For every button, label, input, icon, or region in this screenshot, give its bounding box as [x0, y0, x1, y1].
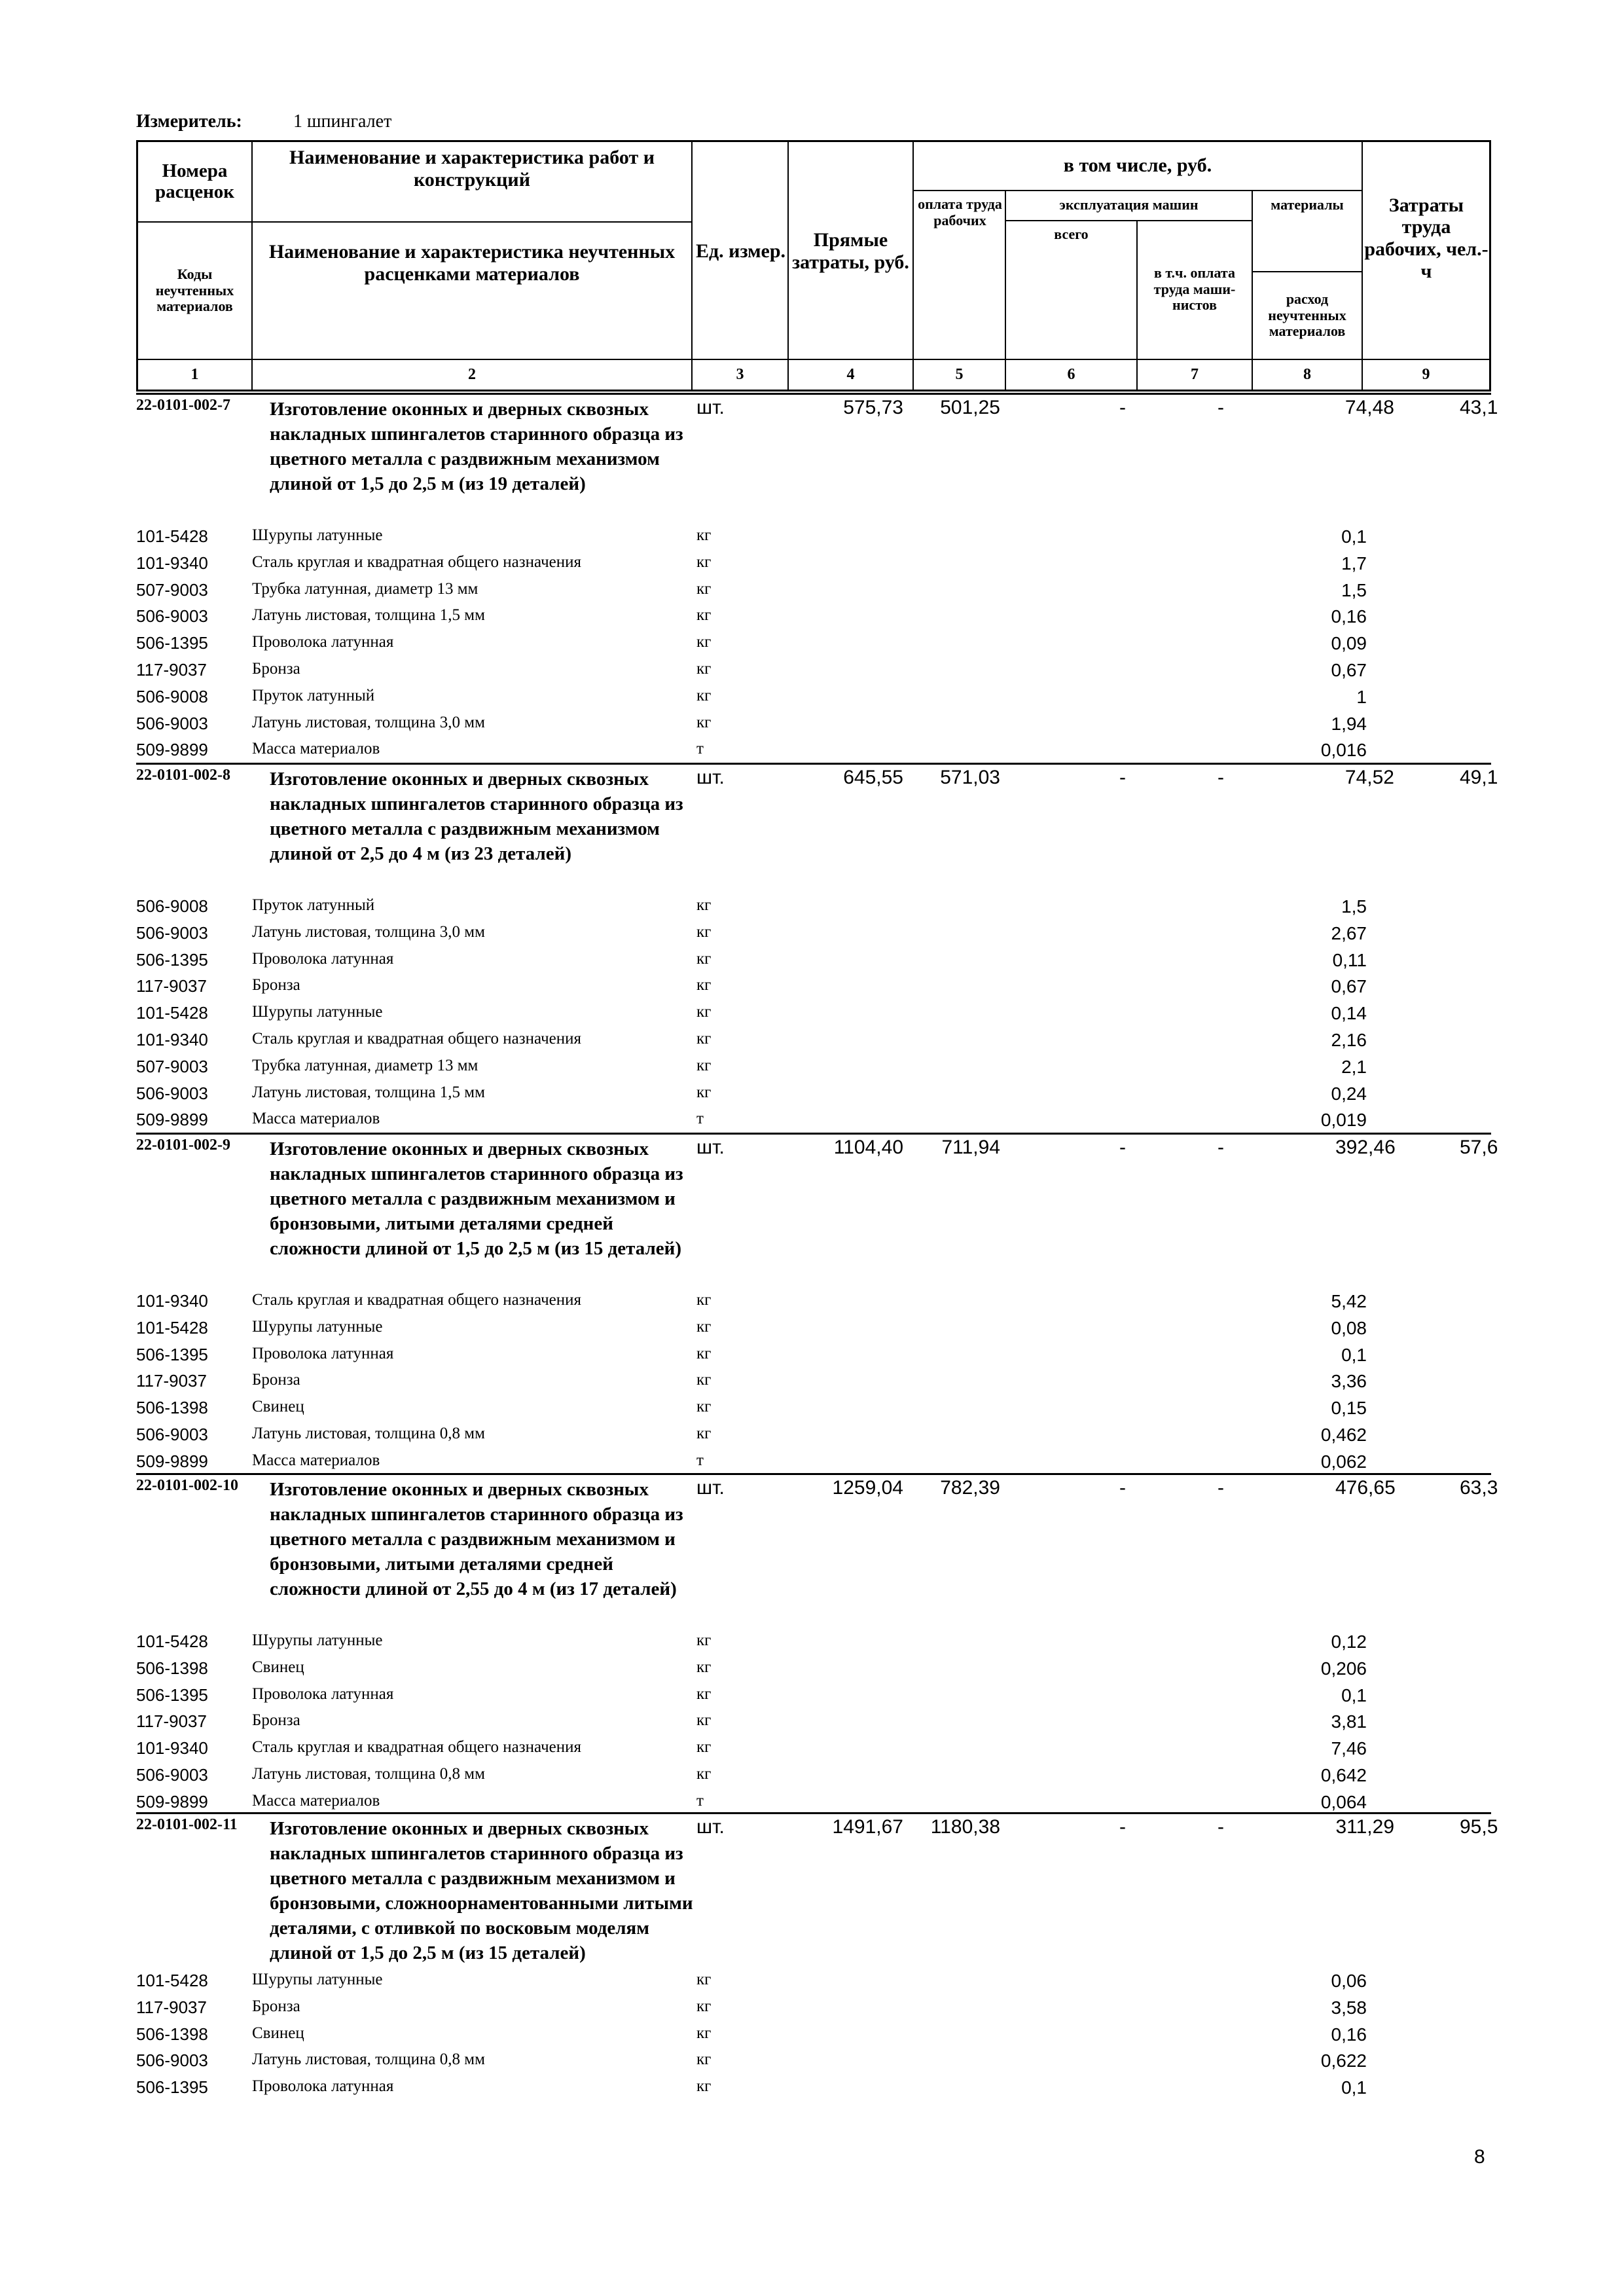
material-unit: кг [696, 1398, 712, 1416]
work-title: Изготовление оконных и дверных сквозных накладных шпингалетов старинного образца из цветного металла с раздвижным механизмом длиной от 1,5 до 2,5 м (из 19 деталей) [270, 399, 683, 494]
material-qty: 1 [1356, 686, 1367, 707]
labor-cost: 63,3 [1460, 1477, 1498, 1499]
material-code: 506-1395 [136, 2077, 208, 2098]
material-name: Шурупы латунные [252, 1971, 383, 1988]
material-code: 506-9008 [136, 686, 208, 706]
material-row [0, 1658, 1624, 1685]
machines-total: - [1119, 767, 1126, 788]
machines-total: - [1119, 1137, 1126, 1158]
material-unit: кг [696, 1371, 712, 1389]
material-code: 117-9037 [136, 976, 207, 996]
material-qty: 0,642 [1320, 1765, 1367, 1785]
material-code: 101-9340 [136, 1738, 208, 1758]
direct-costs: 1491,67 [832, 1816, 903, 1838]
material-code: 506-9003 [136, 2050, 208, 2071]
col-number: 6 [1067, 366, 1075, 384]
material-name: Бронза [252, 1711, 300, 1730]
header-material-name: Наименование и характеристика неучтенных расценками материалов [268, 241, 676, 285]
col-number: 2 [468, 366, 476, 384]
material-qty: 0,15 [1331, 1398, 1367, 1419]
material-code: 506-9003 [136, 713, 208, 733]
material-row [0, 896, 1624, 922]
page-number: 8 [1474, 2146, 1485, 2168]
material-name: Сталь круглая и квадратная общего назначения [252, 553, 582, 571]
header-unit: Ед. измер. [695, 240, 786, 263]
material-row [0, 553, 1624, 579]
labor-pay: 782,39 [940, 1477, 1000, 1499]
material-qty: 1,7 [1341, 553, 1367, 574]
material-name: Проволока латунная [252, 633, 394, 651]
machines-operators: - [1218, 1477, 1224, 1499]
material-unit: кг [696, 1631, 712, 1649]
direct-costs: 1104,40 [833, 1137, 903, 1158]
table-header [136, 140, 1491, 392]
material-code: 506-9003 [136, 1083, 208, 1103]
material-code: 101-5428 [136, 1631, 208, 1651]
material-unit: кг [696, 976, 712, 994]
material-qty: 3,36 [1331, 1371, 1367, 1392]
header-machines-operators: в т.ч. оплата труда маши-нистов [1153, 264, 1236, 314]
material-unit: кг [696, 1685, 712, 1703]
material-qty: 0,622 [1320, 2050, 1367, 2071]
col-number: 7 [1191, 366, 1199, 384]
material-qty: 0,14 [1331, 1003, 1367, 1024]
material-unit: кг [696, 633, 712, 651]
labor-pay: 711,94 [941, 1137, 1000, 1158]
col-number: 1 [190, 366, 199, 384]
rate-code: 22-0101-002-9 [136, 1137, 230, 1154]
material-code: 101-5428 [136, 526, 208, 546]
material-name: Свинец [252, 2024, 304, 2042]
material-code: 117-9037 [136, 1997, 207, 2017]
material-name: Шурупы латунные [252, 526, 383, 544]
material-row [0, 687, 1624, 713]
header-material-codes: Коды неучтенных материалов [155, 266, 234, 315]
material-qty: 0,062 [1320, 1451, 1367, 1472]
material-row [0, 1398, 1624, 1424]
rate-code: 22-0101-002-10 [136, 1477, 238, 1494]
material-code: 509-9899 [136, 1791, 208, 1812]
material-unit: т [696, 740, 704, 758]
material-code: 117-9037 [136, 1371, 207, 1391]
material-unit: т [696, 1791, 704, 1810]
material-row [0, 714, 1624, 740]
labor-pay: 501,25 [940, 397, 1000, 418]
material-name: Бронза [252, 1371, 300, 1389]
material-name: Пруток латунный [252, 896, 375, 914]
material-name: Трубка латунная, диаметр 13 мм [252, 579, 478, 598]
material-unit: кг [696, 2077, 712, 2096]
material-qty: 3,58 [1331, 1997, 1367, 2018]
material-name: Латунь листовая, толщина 0,8 мм [252, 2050, 485, 2069]
material-row [0, 1003, 1624, 1029]
labor-cost: 57,6 [1460, 1137, 1498, 1158]
material-row [0, 526, 1624, 553]
material-row [0, 976, 1624, 1002]
material-name: Шурупы латунные [252, 1317, 383, 1336]
direct-costs: 1259,04 [832, 1477, 903, 1499]
material-qty: 2,16 [1331, 1030, 1367, 1050]
material-row [0, 1738, 1624, 1764]
material-code: 101-9340 [136, 1030, 208, 1049]
measure-value: 1 шпингалет [293, 111, 392, 132]
material-row [0, 580, 1624, 606]
material-name: Шурупы латунные [252, 1003, 383, 1021]
material-unit: кг [696, 1291, 712, 1309]
material-name: Бронза [252, 976, 300, 994]
header-direct-costs: Прямые затраты, руб. [792, 229, 909, 273]
header-labor-pay: оплата труда рабочих [918, 196, 1002, 228]
material-row [0, 1711, 1624, 1738]
material-unit: кг [696, 949, 712, 968]
machines-operators: - [1218, 1816, 1224, 1838]
material-name: Сталь круглая и квадратная общего назначения [252, 1738, 582, 1757]
material-unit: кг [696, 660, 712, 678]
material-name: Проволока латунная [252, 1344, 394, 1362]
material-code: 101-5428 [136, 1003, 208, 1023]
material-row [0, 1425, 1624, 1451]
material-qty: 0,06 [1331, 1971, 1367, 1991]
material-row [0, 2024, 1624, 2050]
material-code: 506-9003 [136, 1425, 208, 1444]
material-unit: кг [696, 1711, 712, 1730]
material-unit: т [696, 1451, 704, 1469]
material-unit: кг [696, 579, 712, 598]
material-unit: кг [696, 1765, 712, 1783]
material-row [0, 1345, 1624, 1371]
material-name: Масса материалов [252, 1791, 380, 1810]
direct-costs: 575,73 [843, 397, 903, 418]
material-unit: кг [696, 1738, 712, 1757]
rate-code: 22-0101-002-11 [136, 1816, 238, 1833]
material-qty: 0,16 [1331, 2024, 1367, 2045]
material-code: 506-1395 [136, 1685, 208, 1705]
material-row [0, 1685, 1624, 1711]
materials-cost: 74,48 [1344, 397, 1394, 418]
material-qty: 0,206 [1320, 1658, 1367, 1679]
material-code: 507-9003 [136, 1056, 208, 1076]
col-number: 5 [955, 366, 964, 384]
material-name: Проволока латунная [252, 2077, 394, 2096]
labor-cost: 43,1 [1460, 397, 1498, 418]
header-rate-numbers: Номера расценок [155, 160, 234, 202]
material-qty: 1,94 [1331, 713, 1367, 734]
materials-cost: 74,52 [1344, 767, 1394, 788]
machines-total: - [1119, 397, 1126, 418]
group-divider [136, 1133, 1491, 1135]
material-unit: кг [696, 1997, 712, 2015]
material-row [0, 660, 1624, 686]
material-code: 101-5428 [136, 1971, 208, 1990]
material-unit: кг [696, 922, 712, 941]
material-qty: 0,462 [1320, 1425, 1367, 1445]
material-code: 506-9003 [136, 1765, 208, 1785]
material-code: 509-9899 [136, 1110, 208, 1130]
material-qty: 0,67 [1331, 976, 1367, 997]
material-qty: 0,16 [1331, 606, 1367, 627]
material-row [0, 1971, 1624, 1997]
material-unit: т [696, 1110, 704, 1128]
material-name: Проволока латунная [252, 949, 394, 968]
material-code: 506-1395 [136, 1344, 208, 1364]
material-name: Латунь листовая, толщина 1,5 мм [252, 1083, 485, 1101]
material-qty: 0,1 [1341, 526, 1367, 547]
material-row [0, 2077, 1624, 2104]
material-row [0, 1997, 1624, 2024]
material-code: 506-9003 [136, 606, 208, 627]
material-name: Масса материалов [252, 1110, 380, 1128]
col-number: 9 [1422, 366, 1430, 384]
material-name: Латунь листовая, толщина 1,5 мм [252, 606, 485, 625]
material-unit: кг [696, 1056, 712, 1074]
work-title: Изготовление оконных и дверных сквозных накладных шпингалетов старинного образца из цветного металла с раздвижным механизмом и бронзовыми, литыми деталями средней сложности длиной от 1,5 до 2,5 м (из 15 деталей) [270, 1139, 683, 1259]
material-unit: кг [696, 2050, 712, 2069]
labor-pay: 571,03 [940, 767, 1000, 788]
header-including: в том числе, руб. [1063, 155, 1212, 177]
material-name: Свинец [252, 1658, 304, 1676]
material-name: Масса материалов [252, 1451, 380, 1469]
direct-costs: 645,55 [843, 767, 903, 788]
materials-cost: 392,46 [1335, 1137, 1396, 1158]
material-code: 101-9340 [136, 1291, 208, 1311]
material-qty: 0,016 [1320, 740, 1367, 761]
material-qty: 0,09 [1331, 633, 1367, 654]
material-name: Масса материалов [252, 740, 380, 758]
material-code: 507-9003 [136, 579, 208, 600]
material-qty: 0,1 [1341, 1344, 1367, 1365]
material-qty: 0,064 [1320, 1791, 1367, 1812]
material-unit: кг [696, 1317, 712, 1336]
work-title: Изготовление оконных и дверных сквозных накладных шпингалетов старинного образца из цветного металла с раздвижным механизмом длиной от 2,5 до 4 м (из 23 деталей) [270, 769, 683, 864]
col-number: 3 [736, 366, 744, 384]
work-unit: шт. [696, 397, 725, 418]
material-unit: кг [696, 686, 712, 704]
material-row [0, 950, 1624, 976]
material-qty: 1,5 [1341, 579, 1367, 600]
material-code: 506-1398 [136, 2024, 208, 2044]
work-unit: шт. [696, 1137, 725, 1158]
header-materials: материалы [1271, 196, 1344, 213]
material-unit: кг [696, 1344, 712, 1362]
header-work-name: Наименование и характеристика работ и конструкций [289, 147, 655, 191]
material-code: 506-1395 [136, 949, 208, 970]
material-qty: 0,67 [1331, 660, 1367, 680]
material-name: Проволока латунная [252, 1685, 394, 1703]
material-unit: кг [696, 1003, 712, 1021]
material-qty: 2,67 [1331, 922, 1367, 943]
material-name: Латунь листовая, толщина 0,8 мм [252, 1425, 485, 1442]
materials-cost: 476,65 [1335, 1477, 1396, 1499]
header-machines: эксплуатация машин [1059, 196, 1199, 213]
material-unit: кг [696, 526, 712, 544]
material-qty: 0,1 [1341, 1685, 1367, 1705]
col-number: 4 [846, 366, 855, 384]
material-unit: кг [696, 713, 712, 731]
material-row [0, 1291, 1624, 1317]
material-unit: кг [696, 1971, 712, 1988]
material-name: Латунь листовая, толщина 3,0 мм [252, 713, 485, 731]
material-name: Латунь листовая, толщина 0,8 мм [252, 1765, 485, 1783]
material-row [0, 1371, 1624, 1397]
material-name: Шурупы латунные [252, 1631, 383, 1649]
material-name: Бронза [252, 660, 300, 678]
material-code: 506-1395 [136, 633, 208, 653]
group-divider [136, 763, 1491, 765]
measure-line [136, 111, 392, 132]
material-name: Латунь листовая, толщина 3,0 мм [252, 922, 485, 941]
work-title: Изготовление оконных и дверных сквозных накладных шпингалетов старинного образца из цветного металла с раздвижным механизмом и бронзовыми, литыми деталями средней сложности длиной от 2,55 до 4 м (из 17 деталей) [270, 1479, 683, 1599]
material-unit: кг [696, 606, 712, 625]
work-unit: шт. [696, 767, 725, 788]
labor-cost: 95,5 [1460, 1816, 1498, 1838]
col-number: 8 [1303, 366, 1311, 384]
material-qty: 1,5 [1341, 896, 1367, 917]
material-qty: 5,42 [1331, 1291, 1367, 1311]
material-name: Сталь круглая и квадратная общего назначения [252, 1030, 582, 1048]
material-row [0, 606, 1624, 632]
rate-code: 22-0101-002-8 [136, 767, 230, 784]
material-unit: кг [696, 1425, 712, 1442]
material-code: 101-5428 [136, 1317, 208, 1338]
material-code: 101-9340 [136, 553, 208, 573]
machines-operators: - [1218, 1137, 1224, 1158]
header-labor-cost: Затраты труда рабочих, чел.-ч [1364, 194, 1489, 282]
material-code: 506-1398 [136, 1398, 208, 1418]
header-unaccounted-materials: расход неучтенных материалов [1268, 291, 1346, 340]
material-code: 506-9008 [136, 896, 208, 916]
material-qty: 0,11 [1332, 949, 1367, 970]
materials-cost: 311,29 [1335, 1816, 1394, 1838]
material-name: Свинец [252, 1398, 304, 1416]
work-unit: шт. [696, 1816, 725, 1838]
header-machines-total: всего [1054, 225, 1089, 242]
material-qty: 2,1 [1341, 1056, 1367, 1077]
measure-label: Измеритель: [136, 111, 242, 132]
material-unit: кг [696, 1083, 712, 1101]
machines-operators: - [1218, 397, 1224, 418]
material-row [0, 1765, 1624, 1791]
material-name: Трубка латунная, диаметр 13 мм [252, 1056, 478, 1074]
material-row [0, 1318, 1624, 1344]
material-code: 117-9037 [136, 1711, 207, 1732]
material-row [0, 1631, 1624, 1658]
material-qty: 0,019 [1320, 1110, 1367, 1131]
material-unit: кг [696, 896, 712, 914]
work-unit: шт. [696, 1477, 725, 1499]
labor-cost: 49,1 [1460, 767, 1498, 788]
rate-code: 22-0101-002-7 [136, 397, 230, 414]
material-row [0, 1030, 1624, 1056]
material-unit: кг [696, 1658, 712, 1676]
material-unit: кг [696, 553, 712, 571]
material-row [0, 633, 1624, 659]
material-code: 506-9003 [136, 922, 208, 943]
material-unit: кг [696, 2024, 712, 2042]
material-row [0, 2050, 1624, 2077]
material-qty: 3,81 [1331, 1711, 1367, 1732]
material-row [0, 1057, 1624, 1083]
material-code: 509-9899 [136, 1451, 208, 1471]
material-name: Пруток латунный [252, 686, 375, 704]
material-qty: 0,1 [1341, 2077, 1367, 2098]
machines-total: - [1119, 1477, 1126, 1499]
material-unit: кг [696, 1030, 712, 1048]
group-divider [136, 1812, 1491, 1814]
material-row [0, 1084, 1624, 1110]
group-divider [136, 1473, 1491, 1475]
work-title: Изготовление оконных и дверных сквозных накладных шпингалетов старинного образца из цветного металла с раздвижным механизмом и бронзовыми, сложноорнаментованными литыми деталями, с отливкой по восковым моделям длиной от 1,5 до 2,5 м (из 15 деталей) [270, 1818, 693, 1963]
material-qty: 0,24 [1331, 1083, 1367, 1104]
material-qty: 0,08 [1331, 1317, 1367, 1338]
labor-pay: 1180,38 [930, 1816, 1000, 1838]
material-name: Сталь круглая и квадратная общего назначения [252, 1291, 582, 1309]
material-code: 506-1398 [136, 1658, 208, 1678]
material-name: Бронза [252, 1997, 300, 2015]
machines-operators: - [1218, 767, 1224, 788]
material-row [0, 923, 1624, 949]
material-qty: 0,12 [1331, 1631, 1367, 1652]
machines-total: - [1119, 1816, 1126, 1838]
material-code: 117-9037 [136, 660, 207, 680]
material-code: 509-9899 [136, 740, 208, 760]
material-qty: 7,46 [1331, 1738, 1367, 1759]
group-divider [136, 393, 1491, 395]
